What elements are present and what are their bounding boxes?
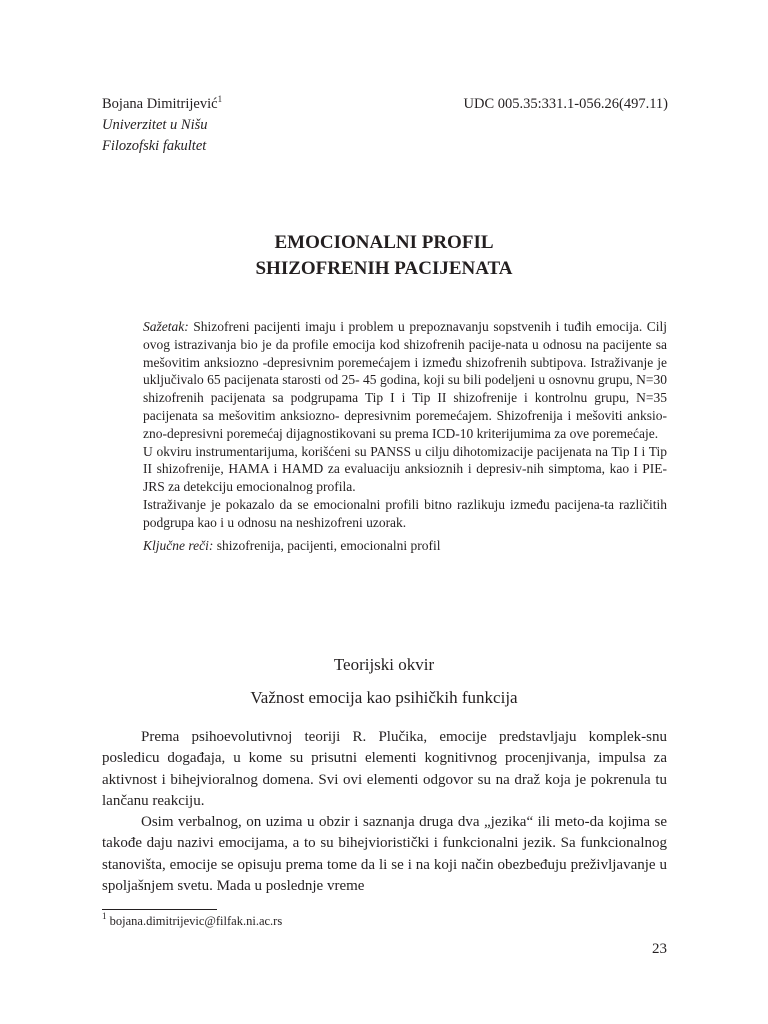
affiliation-university: Univerzitet u Nišu bbox=[102, 117, 208, 133]
abstract-label: Sažetak: bbox=[143, 319, 189, 334]
title-line-1: EMOCIONALNI PROFIL bbox=[274, 232, 494, 253]
abstract bbox=[143, 318, 667, 554]
section-heading: Teorijski okvir bbox=[333, 655, 435, 674]
page-number: 23 bbox=[652, 941, 667, 957]
affiliation-faculty: Filozofski fakultet bbox=[102, 138, 207, 154]
footnote-mark: 1 bbox=[102, 911, 107, 921]
abstract-paragraph-1: Sažetak: Shizofreni pacijenti imaju i problem u prepoznavanju sopstvenih i tuđih emocija. Cilj ovog istrazivanja bio je da profile emocija kod shizofrenih pacije-nata u odnosu na pacijente sa mešovitim anksiozno -depresivnim poremećajem i između shizofrenih subtipova. Istraživanje je uključivalo 65 pacijenata starosti od 25- 45 godina, koji su bili podeljeni u osnovnu grupu, N=30 shizofrenih pacijenata sa podgrupama Tip I i Tip II shizofrenije i kontrolnu grupu, N=35 pacijenata sa mešovitim anksiozno- depresivnim poremećajem. Shizofrenija i mešoviti anksio-zno-depresivni poremećaj dijagnostikovani su prema ICD-10 kriterijumima za ove poremećaje. bbox=[143, 319, 668, 441]
title-line-2: SHIZOFRENIH PACIJENATA bbox=[255, 258, 513, 279]
keywords-label: Ključne reči: bbox=[143, 537, 214, 553]
body-paragraph-2: Osim verbalnog, on uzima u obzir i saznanja druga dva „jezika“ ili meto-da kojima se takođe daju nazivi emocijama, a to su bihejvioristički i funkcionalni jezik. Sa funkcionalnog stanovišta, emocije se opisuju prema tome da li se i na koji način obezbeđuju preživljavanje u spoljašnjem svetu. Mada u poslednje vreme bbox=[102, 814, 667, 895]
footnote bbox=[102, 913, 282, 929]
author-block bbox=[102, 94, 222, 157]
udc-code: UDC 005.35:331.1-056.26(497.11) bbox=[463, 96, 668, 112]
keywords: Ključne reči: shizofrenija, pacijenti, emocionalni profil bbox=[143, 537, 441, 553]
footnote-email: bojana.dimitrijevic@filfak.ni.ac.rs bbox=[109, 914, 283, 928]
author-footnote-mark: 1 bbox=[217, 94, 223, 104]
author-name: Bojana Dimitrijević$^1$ bbox=[102, 94, 223, 112]
abstract-paragraph-3: Istraživanje je pokazalo da se emocionalni profili bitno razlikuju između pacijena-ta različitih podgrupa kao i u odnosu na neshizofreni uzorak. bbox=[143, 496, 667, 530]
paper-title bbox=[0, 230, 768, 282]
footnote-divider bbox=[102, 909, 217, 910]
section-subheading: Važnost emocija kao psihičkih funkcija bbox=[250, 688, 518, 707]
body-text bbox=[102, 727, 667, 897]
body-paragraph-1: Prema psihoevolutivnoj teoriji R. Plučika, emocije predstavljaju komplek-snu posledicu događaja, u kome su prisutni elementi kognitivnog procenjivanja, impulsa za aktivnost i bihejvioralnog domena. Svi ovi elementi odgovor su na draž koja je pokrenula tu lančanu reakciju. bbox=[102, 729, 667, 809]
abstract-paragraph-2: U okviru instrumentarijuma, korišćeni su PANSS u cilju dihotomizacije pacijenata na Tip I i Tip II shizofrenije, HAMA i HAMD za evaluaciju anksioznih i depresiv-nih simptoma, kao i PIE-JRS za detekciju emocionalnog profila. bbox=[143, 443, 667, 495]
